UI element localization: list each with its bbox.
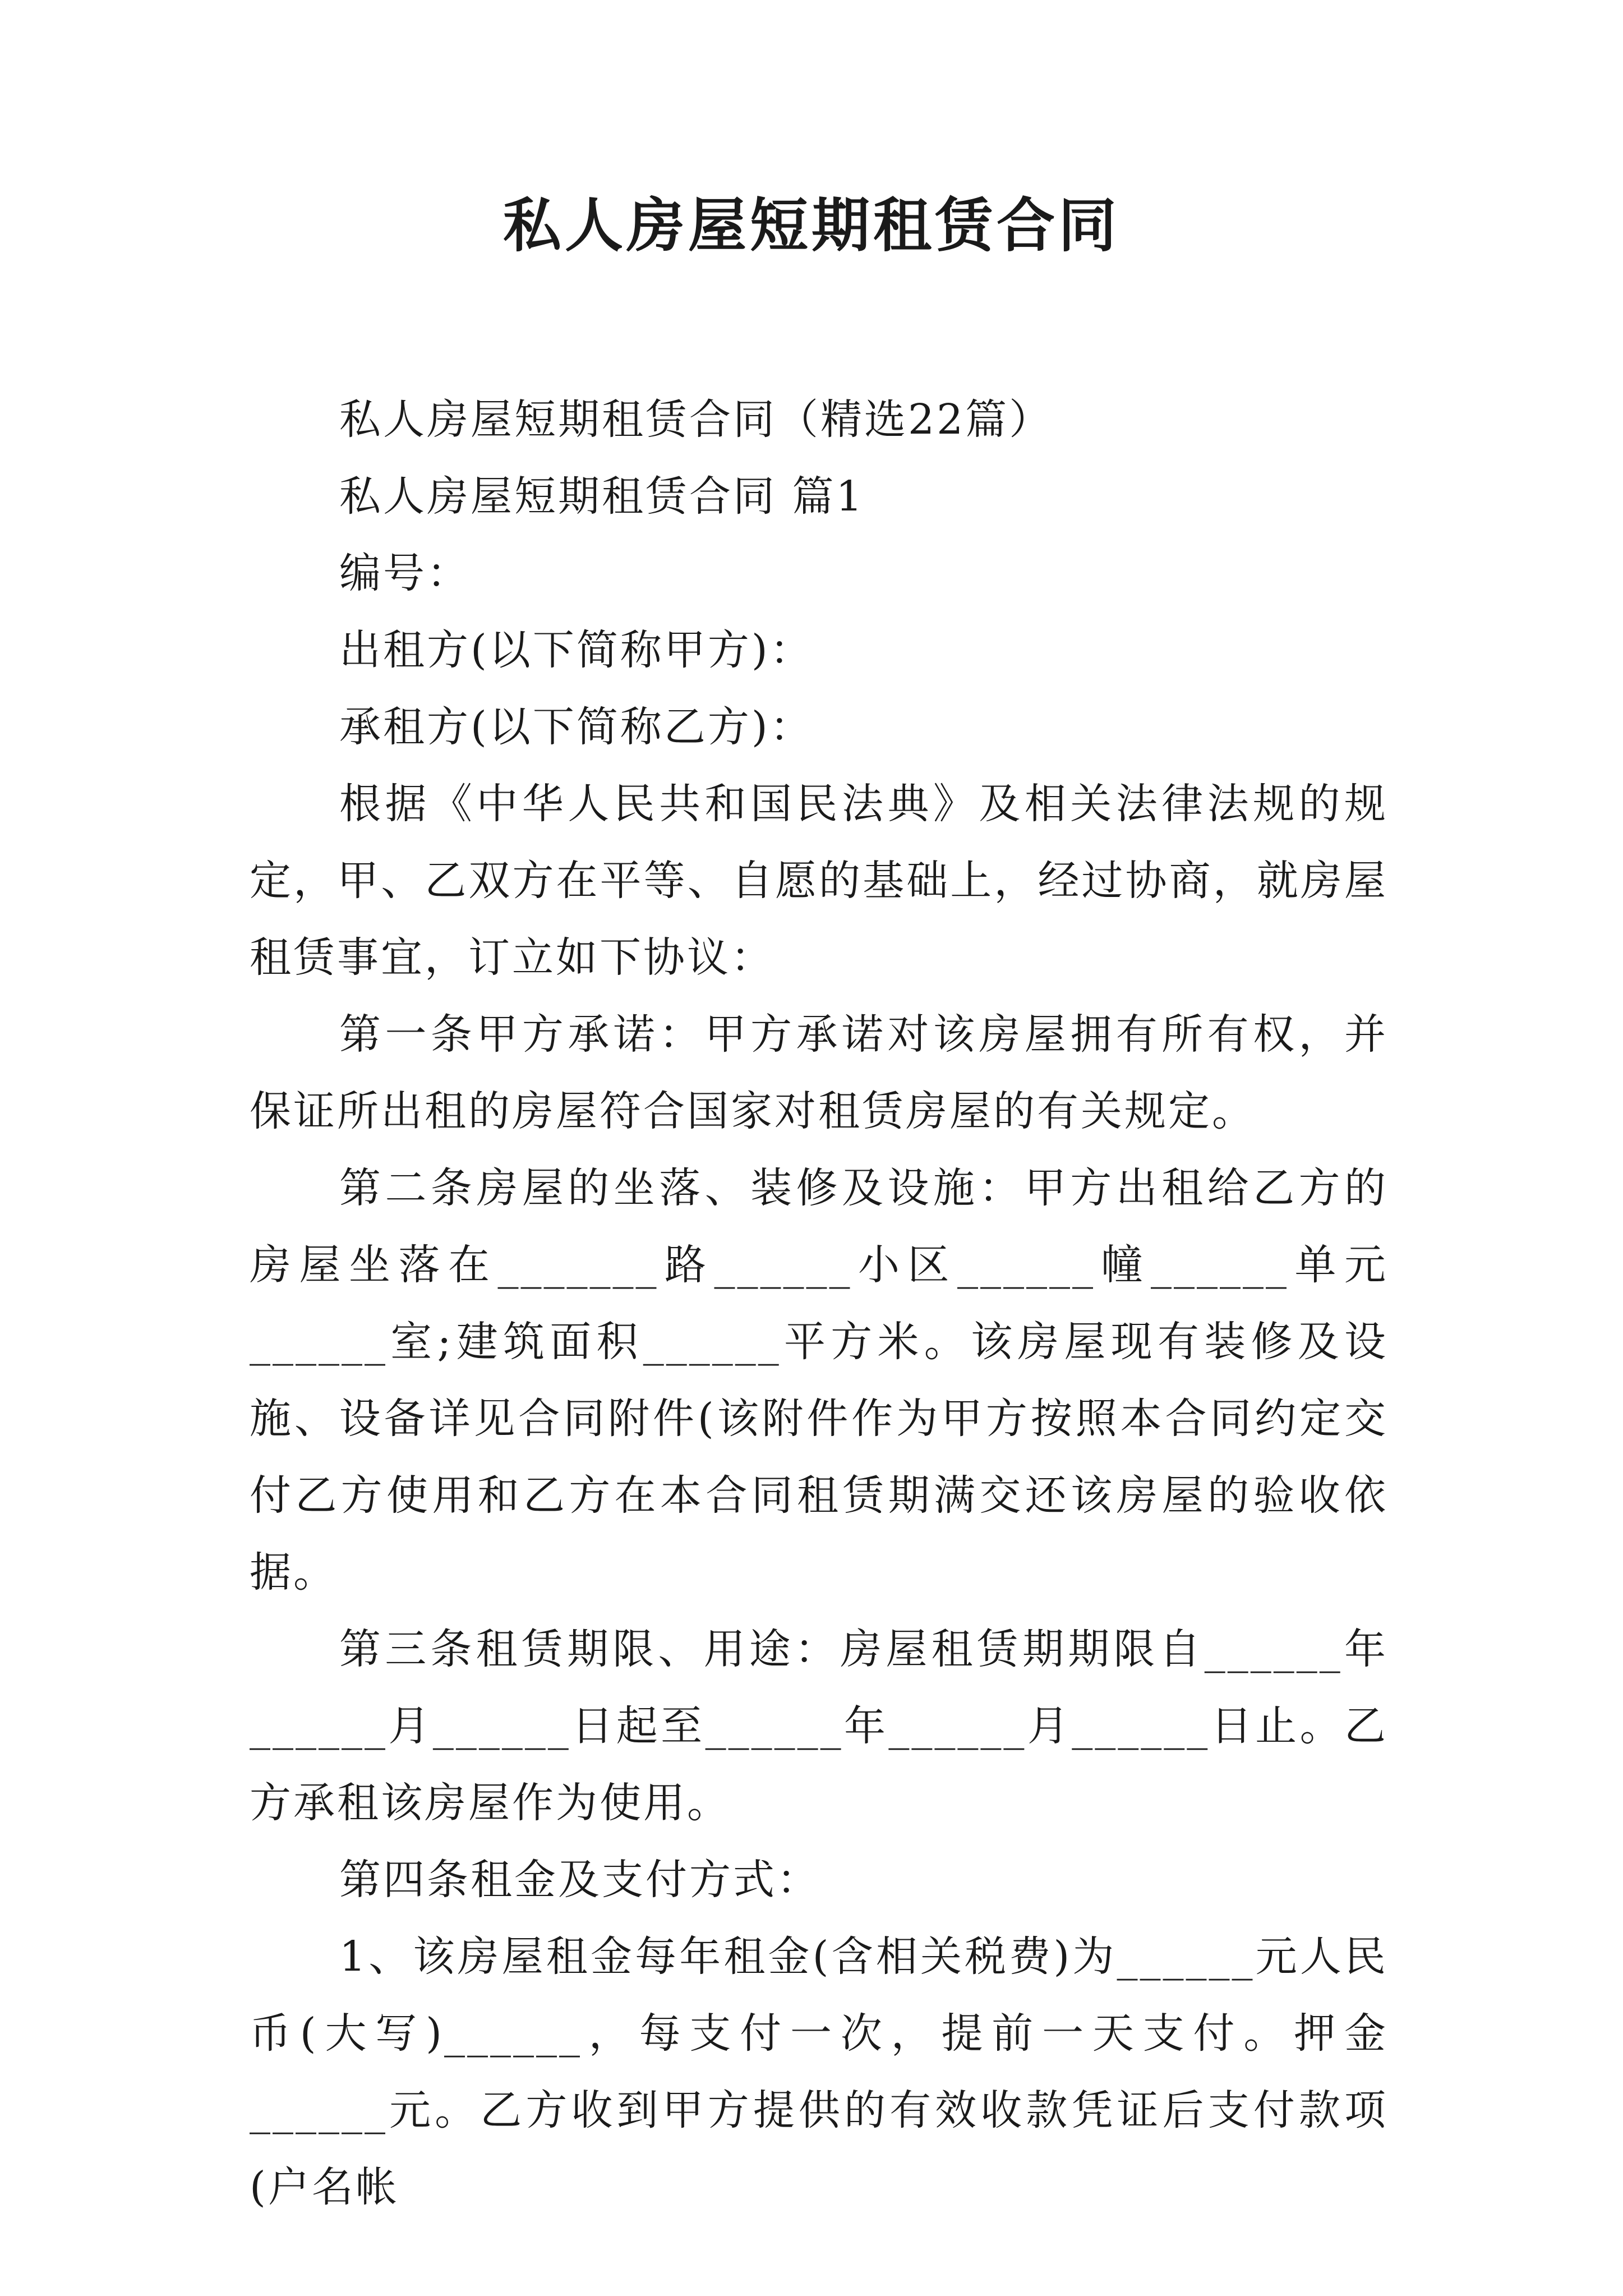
paragraph-article-1: 第一条甲方承诺：甲方承诺对该房屋拥有所有权，并保证所出租的房屋符合国家对租赁房屋的有关规定。 [250,1010,1388,1135]
paragraph-article-4: 第四条租金及支付方式： [339,1856,820,1904]
paragraph-number: 编号： [339,549,471,597]
document-body [250,381,1388,2226]
paragraph-subtitle: 私人房屋短期租赁合同（精选22篇） [339,395,1053,444]
document-title: 私人房屋短期租赁合同 [502,191,1120,260]
paragraph-article-2: 第二条房屋的坐落、装修及设施：甲方出租给乙方的房屋坐落在_______路______小区______幢______单元______室;建筑面积______平方米。该房屋现有装修及设施、设备详见合同附件(该附件作为甲方按照本合同约定交付乙方使用和乙方在本合同租赁期满交还该房屋的验收依据。 [250,1164,1388,1596]
paragraph-preamble: 根据《中华人民共和国民法典》及相关法律法规的规定，甲、乙双方在平等、自愿的基础上，经过协商，就房屋租赁事宜，订立如下协议： [250,780,1388,982]
paragraph-article-4-item-1: 1、该房屋租金每年租金(含相关税费)为______元人民币(大写)______，每支付一次，提前一天支付。押金______元。乙方收到甲方提供的有效收款凭证后支付款项(户名帐 [250,1932,1388,2211]
paragraph-lessor: 出租方(以下简称甲方)： [339,626,814,674]
paragraph-section-heading: 私人房屋短期租赁合同 篇1 [339,472,865,521]
paragraph-article-3: 第三条租赁期限、用途：房屋租赁期期限自______年______月______日起至______年______月______日止。乙方承租该房屋作为使用。 [250,1625,1388,1827]
paragraph-lessee: 承租方(以下简称乙方)： [339,703,814,751]
